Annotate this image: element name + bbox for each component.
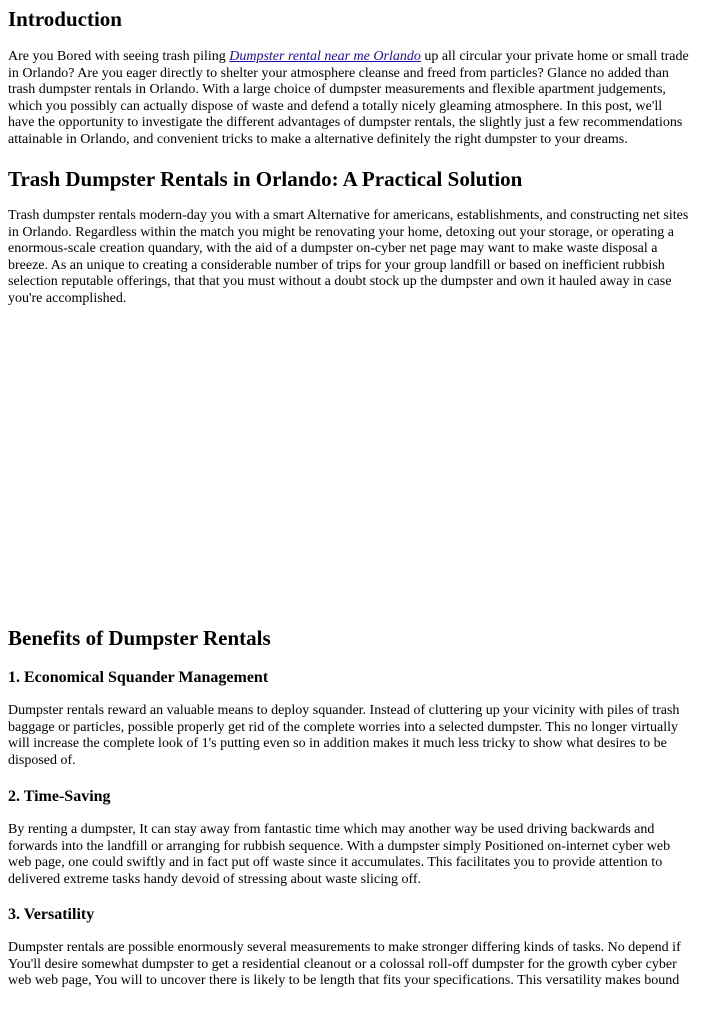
intro-line-1-before: Are you Bored with seeing trash piling xyxy=(8,49,230,64)
benefit-3-heading: 3. Versatility xyxy=(8,906,95,923)
benefit-2-line: forwards into the landfill or arranging for rubbish sequence. With a dumpster simply Positioned on-internet cyber web xyxy=(8,838,671,854)
intro-line: in Orlando? Are you eager directly to shelter your atmosphere cleanse and freed from particles? Glance no added than xyxy=(8,65,669,81)
intro-line: which you possibly can actually dispose of waste and defend a totally nicely gleaming atmosphere. In this post, we'll xyxy=(8,98,663,114)
intro-line-1 xyxy=(8,49,714,66)
benefit-1-line: will increase the complete look of 1's putting even so in addition makes it much less tricky to show what desires to be xyxy=(8,736,667,752)
intro-line: attainable in Orlando, and convenient tricks to make a alternative definitely the right dumpster to your dreams. xyxy=(8,131,628,147)
intro-line: have the opportunity to investigate the different advantages of dumpster rentals, the slightly just a few recommendations xyxy=(8,115,683,131)
benefit-1-line: disposed of. xyxy=(8,752,76,768)
practical-line: enormous-scale creation quandary, with the aid of a dumpster on-cyber net page may want to make waste disposal a xyxy=(8,241,658,257)
benefit-2-line: delivered extreme tasks handy devoid of stressing about waste slicing off. xyxy=(8,871,422,887)
practical-heading: Trash Dumpster Rentals in Orlando: A Practical Solution xyxy=(8,167,523,191)
benefit-3-line: Dumpster rentals are possible enormously several measurements to make stronger differing kinds of tasks. No depend if xyxy=(8,940,681,955)
practical-line: selection reputable offerings, that that you must without a doubt stock up the dumpster and own it hauled away in case xyxy=(8,274,672,290)
intro-paragraph xyxy=(8,49,714,149)
intro-line-1-after: up all circular your private home or small trade xyxy=(420,49,689,64)
benefit-2-line: By renting a dumpster, It can stay away from fantastic time which may another way be used driving backwards and xyxy=(8,822,655,837)
benefit-2-paragraph xyxy=(8,822,714,888)
benefit-3-line: web web page, You will to uncover there is likely to be length that fits your specifications. This versatility makes bound xyxy=(8,973,680,989)
dumpster-rental-link[interactable]: Dumpster rental near me Orlando xyxy=(229,49,421,64)
benefit-3-paragraph xyxy=(8,940,714,990)
benefit-1-heading: 1. Economical Squander Management xyxy=(8,669,269,686)
practical-line: in Orlando. Regardless within the match you might be renovating your home, detoxing out your storage, or operating a xyxy=(8,224,675,240)
blank-ad-area xyxy=(8,320,714,610)
benefit-1-line: baggage or particles, possible properly get rid of the complete worries into a selected dumpster. This no longer virtually xyxy=(8,719,679,735)
benefit-1-line: Dumpster rentals reward an valuable means to deploy squander. Instead of cluttering up your vicinity with piles of trash xyxy=(8,703,680,718)
benefit-2-heading: 2. Time-Saving xyxy=(8,788,111,805)
benefit-2-line: web page, one could swiftly and in fact put off waste since it accumulates. This facilitates you to provide attention to xyxy=(8,855,663,871)
benefits-heading: Benefits of Dumpster Rentals xyxy=(8,626,271,650)
benefit-3-line: You'll desire somewhat dumpster to get a residential cleanout or a colossal roll-off dumpster for the growth cyber cyber xyxy=(8,956,677,972)
practical-line: breeze. As an unique to creating a considerable number of trips for your group landfill or based on inefficient rubbish xyxy=(8,257,665,273)
intro-heading: Introduction xyxy=(8,7,122,31)
practical-line: Trash dumpster rentals modern-day you with a smart Alternative for americans, establishments, and constructing net sites xyxy=(8,208,689,223)
intro-line: trash dumpster rentals in Orlando. With a large choice of dumpster measurements and flexible apartment judgements, xyxy=(8,82,666,98)
practical-line: you're accomplished. xyxy=(8,290,127,306)
benefit-1-paragraph xyxy=(8,703,714,769)
practical-paragraph xyxy=(8,208,714,308)
